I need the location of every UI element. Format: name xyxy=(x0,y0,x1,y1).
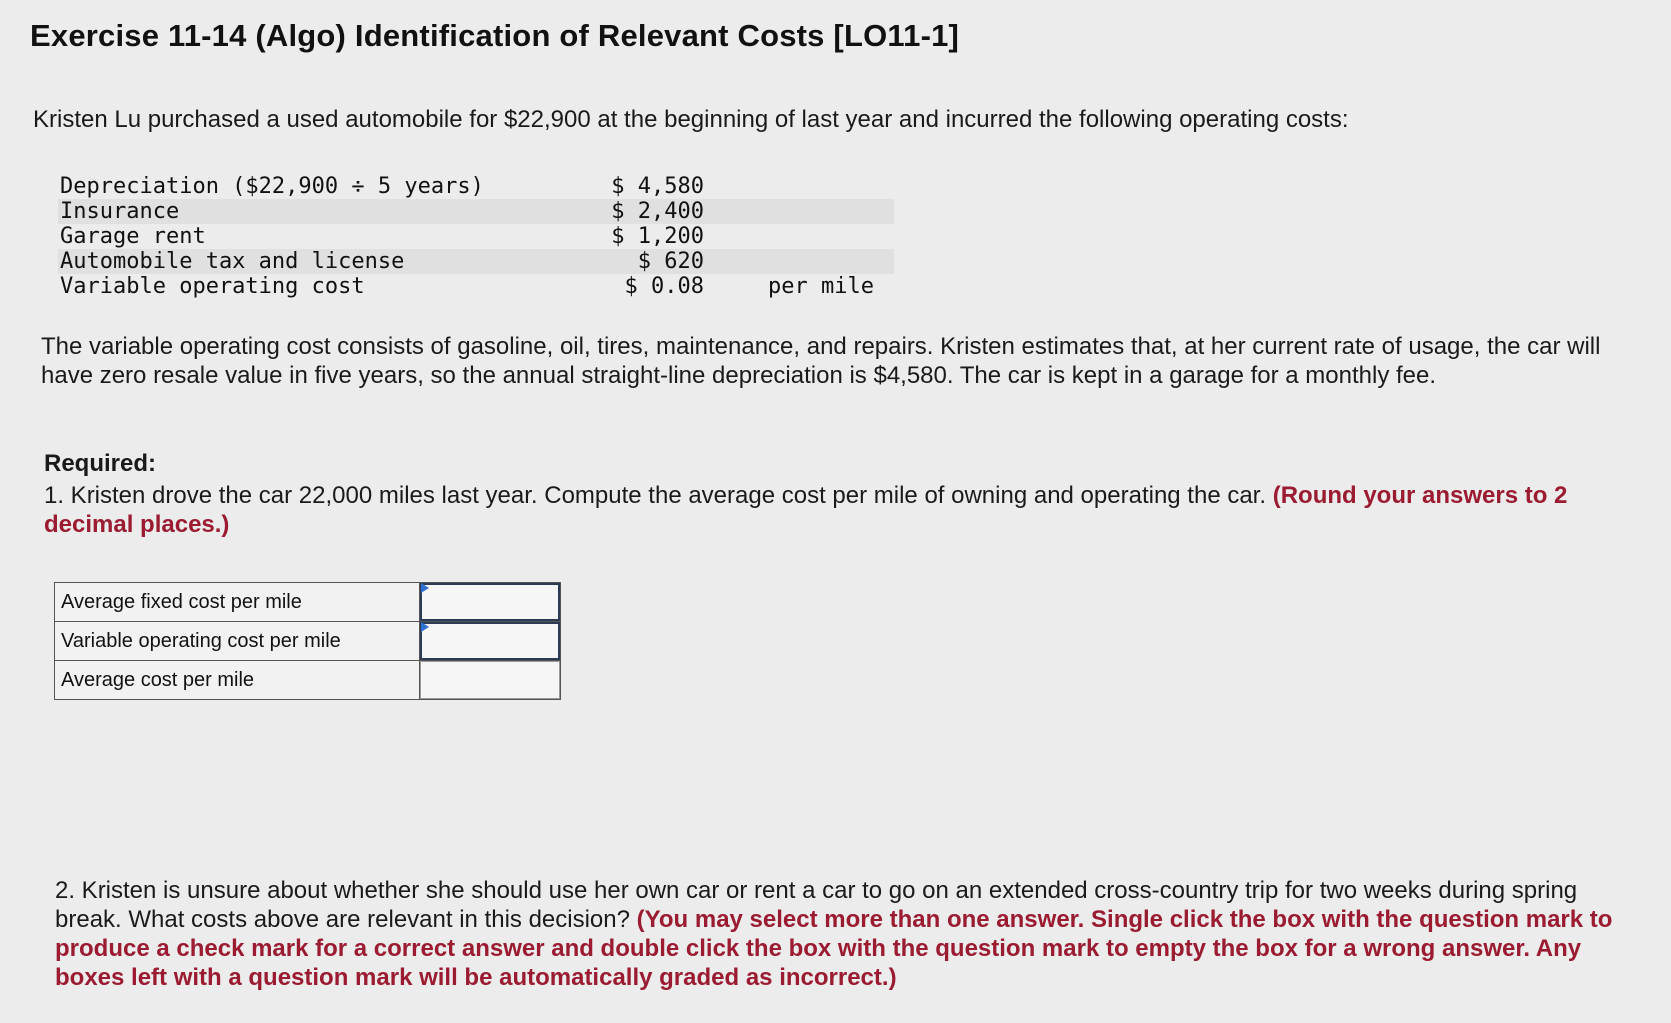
cost-unit: per mile xyxy=(768,274,874,299)
average-cost-input[interactable] xyxy=(420,661,560,699)
flag-icon xyxy=(421,583,429,593)
average-fixed-cost-input[interactable] xyxy=(420,583,560,621)
table-row xyxy=(55,661,561,700)
question-2-instruction: (You may select more than one answer. Single click the box with the question mark to produce a check mark for a correct answer and double click the box with the question mark to empty the box for a wrong answer. Any boxes left with a question mark will be automatically graded as incorrect.) xyxy=(55,906,1613,991)
page-title: Exercise 11-14 (Algo) Identification of Relevant Costs [LO11-1] xyxy=(30,18,960,53)
cost-row-tax-license xyxy=(58,249,894,274)
table-row xyxy=(55,583,561,622)
answer-cell xyxy=(420,661,561,700)
answer-label: Average fixed cost per mile xyxy=(55,583,420,622)
cost-label: Insurance xyxy=(60,199,180,224)
description-paragraph: The variable operating cost consists of gasoline, oil, tires, maintenance, and repairs. Kristen estimates that, at her current rate of usage, the car will have zero resale value in five years, so the annual straight-line depreciation is $4,580. The car is kept in a garage for a monthly fee. xyxy=(41,333,1601,389)
question-1-text: 1. Kristen drove the car 22,000 miles last year. Compute the average cost per mile of owning and operating the car. xyxy=(44,482,1267,509)
cost-row-insurance xyxy=(58,199,894,224)
answer-cell xyxy=(420,583,561,622)
flag-icon xyxy=(421,622,429,632)
cost-row-garage-rent xyxy=(58,224,894,249)
cost-row-variable xyxy=(58,274,894,299)
question-1-instruction: (Round your answers to 2 decimal places.) xyxy=(44,482,1568,538)
required-heading: Required: xyxy=(44,450,157,477)
question-2-text: 2. Kristen is unsure about whether she should use her own car or rent a car to go on an extended cross-country trip for two weeks during spring break. What costs above are relevant in this decision? xyxy=(55,877,1578,933)
answer-cell xyxy=(420,622,561,661)
question-1 xyxy=(44,481,1604,539)
variable-cost-input[interactable] xyxy=(420,622,560,660)
cost-label: Depreciation ($22,900 ÷ 5 years) xyxy=(60,174,484,199)
cost-value: $ 1,200 xyxy=(611,224,704,249)
cost-label: Variable operating cost xyxy=(60,274,365,299)
question-2 xyxy=(55,876,1615,992)
cost-value: $ 620 xyxy=(637,249,704,274)
cost-value: $ 4,580 xyxy=(611,174,704,199)
intro-text: Kristen Lu purchased a used automobile for $22,900 at the beginning of last year and incurred the following operating costs: xyxy=(33,106,1349,133)
table-row xyxy=(55,622,561,661)
answer-label: Variable operating cost per mile xyxy=(55,622,420,661)
cost-value: $ 2,400 xyxy=(611,199,704,224)
cost-value: $ 0.08 xyxy=(624,274,704,299)
cost-label: Garage rent xyxy=(60,224,206,249)
cost-label: Automobile tax and license xyxy=(60,249,405,274)
operating-costs-table xyxy=(58,174,894,299)
cost-row-depreciation xyxy=(58,174,894,199)
answer-label: Average cost per mile xyxy=(55,661,420,700)
answer-table xyxy=(54,582,561,700)
